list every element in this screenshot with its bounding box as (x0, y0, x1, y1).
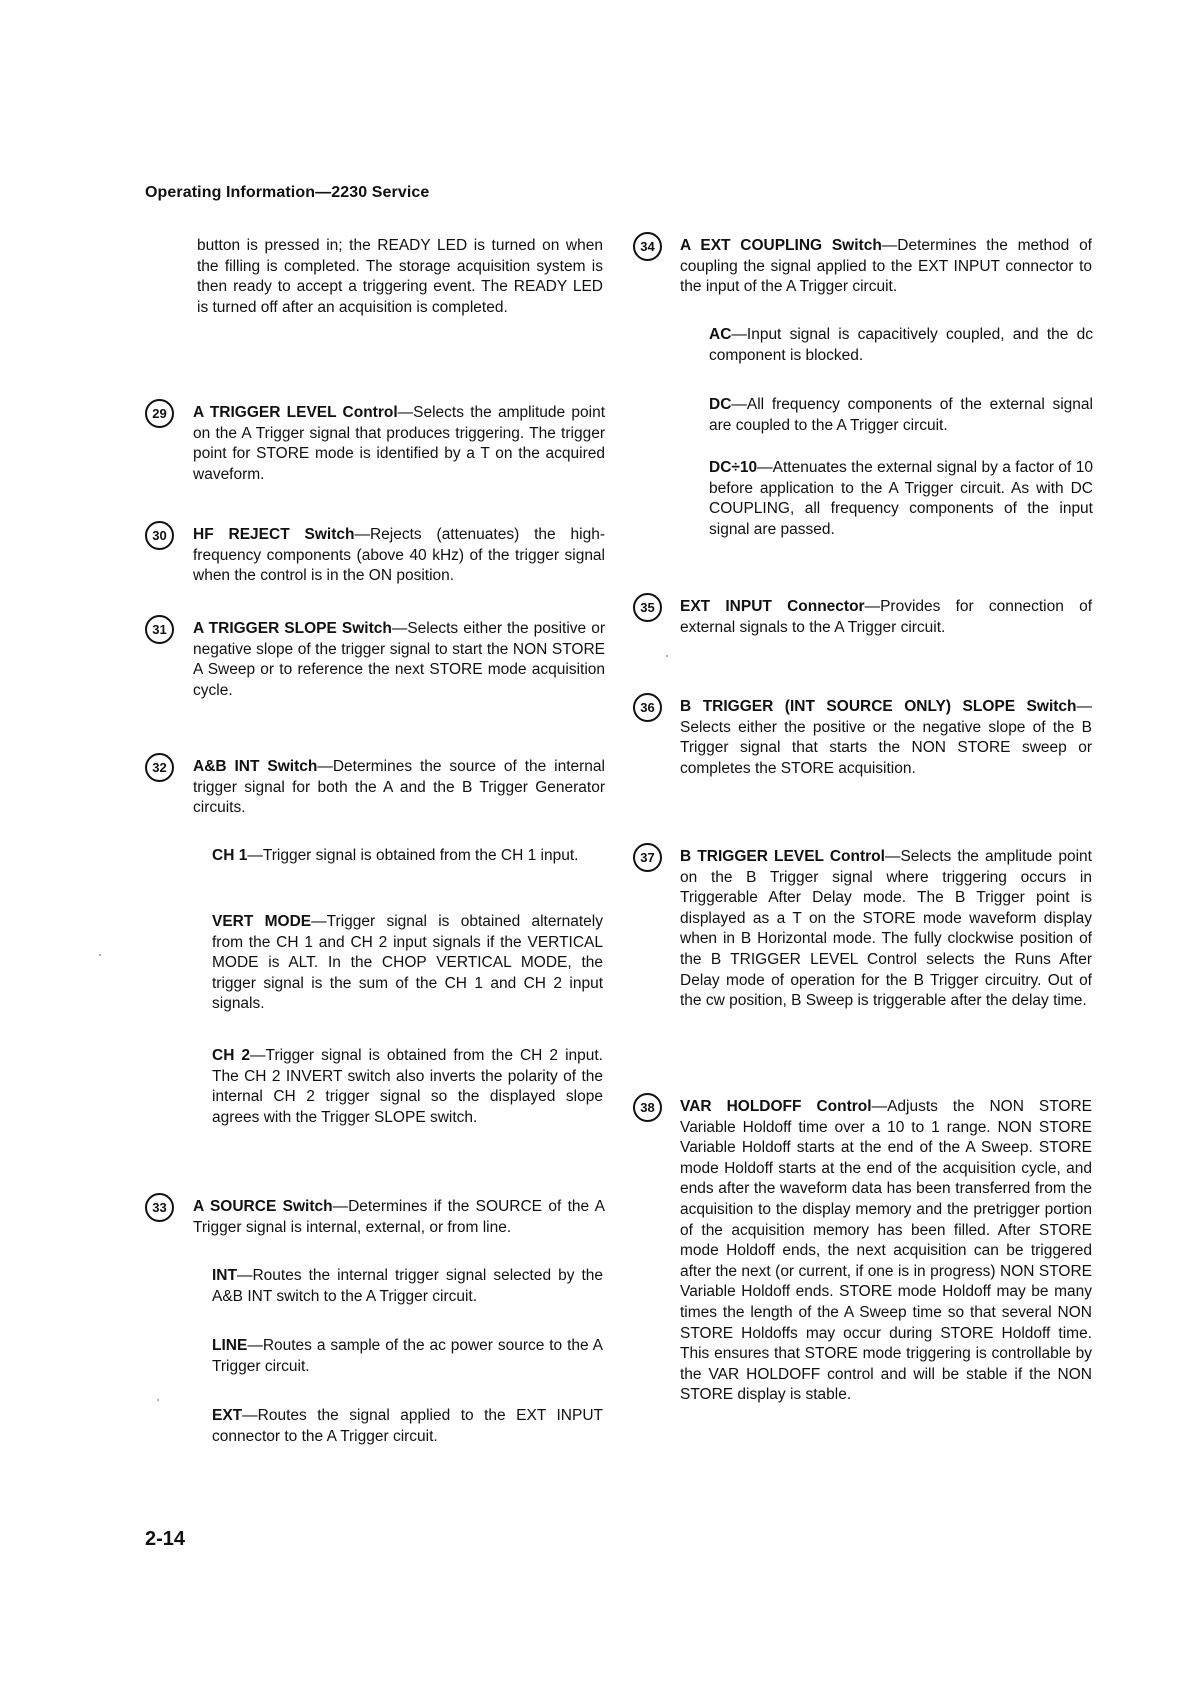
item-29-desc: —Selects the amplitude point on the A Trigger signal that produces triggering. The trigger point for STORE mode is identified by a T on the acquired waveform. (193, 404, 605, 483)
sub-dc-div10-desc: —Attenuates the external signal by a factor of 10 before application to the A Trigger circuit. As with DC COUPLING, all frequency components of the input signal are passed. (709, 459, 1093, 538)
item-37-text (680, 847, 1092, 1012)
item-number-badge: 29 (145, 399, 174, 428)
item-34-title: A EXT COUPLING Switch (680, 237, 882, 254)
item-35-title: EXT INPUT Connector (680, 598, 865, 615)
item-number-badge: 31 (145, 615, 174, 644)
sub-ch2 (212, 1046, 603, 1128)
item-31-desc: —Selects either the positive or negative slope of the trigger signal to start the NON STORE A Sweep or to reference the next STORE mode acquisition cycle. (193, 620, 605, 699)
sub-ch1-desc: —Trigger signal is obtained from the CH 1 input. (247, 847, 579, 864)
sub-dc-div10-title: DC÷10 (709, 459, 758, 476)
intro-paragraph: button is pressed in; the READY LED is turned on when the filling is completed. The storage acquisition system is then ready to accept a triggering event. The READY LED is turned off after an acquisition is completed. (197, 237, 603, 316)
item-38-text (680, 1097, 1092, 1406)
item-36-desc: —Selects either the positive or the negative slope of the B Trigger signal that starts the NON STORE sweep or completes the STORE acquisition. (680, 698, 1092, 777)
item-36-text (680, 697, 1092, 779)
sub-ext-title: EXT (212, 1407, 243, 1424)
item-number-badge: 38 (633, 1093, 662, 1122)
item-32-text (193, 757, 605, 819)
item-number-badge: 36 (633, 693, 662, 722)
item-number-badge: 30 (145, 521, 174, 550)
sub-ac-title: AC (709, 326, 732, 343)
sub-dc (709, 395, 1093, 436)
item-36-title: B TRIGGER (INT SOURCE ONLY) SLOPE Switch (680, 698, 1077, 715)
item-34-text (680, 236, 1092, 298)
item-33-title: A SOURCE Switch (193, 1198, 333, 1215)
item-37-title: B TRIGGER LEVEL Control (680, 848, 885, 865)
sub-ch2-desc: —Trigger signal is obtained from the CH 2 input. The CH 2 INVERT switch also inverts the polarity of the internal CH 2 trigger signal so the displayed slope agrees with the Trigger SLOPE switch. (212, 1047, 603, 1126)
sub-vert-mode-title: VERT MODE (212, 913, 312, 930)
item-number-badge: 33 (145, 1193, 174, 1222)
sub-ch2-title: CH 2 (212, 1047, 251, 1064)
sub-vert-mode (212, 912, 603, 1015)
sub-line-title: LINE (212, 1337, 248, 1354)
item-33-desc: —Determines if the SOURCE of the A Trigger signal is internal, external, or from line. (193, 1198, 606, 1236)
sub-ch1 (212, 846, 603, 867)
item-35-text (680, 597, 1092, 638)
item-32-desc: —Determines the source of the internal trigger signal for both the A and the B Trigger Generator circuits. (193, 758, 605, 817)
page-header: Operating Information—2230 Service (145, 184, 430, 201)
sub-ch1-title: CH 1 (212, 847, 248, 864)
sub-line (212, 1336, 603, 1377)
sub-ext-desc: —Routes the signal applied to the EXT INPUT connector to the A Trigger circuit. (212, 1407, 603, 1445)
item-number-badge: 35 (633, 593, 662, 622)
sub-line-desc: —Routes a sample of the ac power source to the A Trigger circuit. (212, 1337, 603, 1375)
item-30-desc: —Rejects (attenuates) the high-frequency components (above 40 kHz) of the trigger signal when the control is in the ON position. (193, 526, 605, 585)
sub-int-title: INT (212, 1267, 237, 1284)
item-31-text (193, 619, 605, 701)
item-number-badge: 34 (633, 232, 662, 261)
sub-ac-desc: —Input signal is capacitively coupled, and the dc component is blocked. (709, 326, 1093, 364)
sub-vert-mode-desc: —Trigger signal is obtained alternately from the CH 1 and CH 2 input signals if the VERTICAL MODE is ALT. In the CHOP VERTICAL MODE, the trigger signal is the sum of the CH 1 and CH 2 input signals. (212, 913, 603, 1013)
item-number-badge: 32 (145, 753, 174, 782)
item-31-title: A TRIGGER SLOPE Switch (193, 620, 392, 637)
item-30-title: HF REJECT Switch (193, 526, 355, 543)
item-33-text (193, 1197, 605, 1238)
scan-speck (99, 954, 101, 956)
sub-int-desc: —Routes the internal trigger signal selected by the A&B INT switch to the A Trigger circuit. (212, 1267, 603, 1305)
item-35-desc: —Provides for connection of external signals to the A Trigger circuit. (680, 598, 1092, 636)
item-34-desc: —Determines the method of coupling the signal applied to the EXT INPUT connector to the input of the A Trigger circuit. (680, 237, 1092, 296)
item-29-text (193, 403, 605, 485)
item-29-title: A TRIGGER LEVEL Control (193, 404, 398, 421)
sub-int (212, 1266, 603, 1307)
item-32-title: A&B INT Switch (193, 758, 318, 775)
page-number: 2-14 (145, 1528, 186, 1550)
scan-speck (157, 1399, 159, 1401)
item-38-desc: —Adjusts the NON STORE Variable Holdoff time over a 10 to 1 range. NON STORE Variable Holdoff starts at the end of the A Sweep. STORE mode Holdoff starts at the end of the acquisition cycle, and ends after the waveform data has been transferred from the acquisition to the display memory and the pretrigger portion of the acquisition memory has been filled. After STORE mode Holdoff ends, the next acquisition can be triggered after the next (or current, if one is in progress) NON STORE Variable Holdoff ends. STORE mode Holdoff may be many times the length of the A Sweep time so that several NON STORE Holdoffs may occur during STORE Holdoff time. This ensures that STORE mode triggering is controllable by the VAR HOLDOFF control and will be stable if the NON STORE display is stable. (680, 1098, 1092, 1404)
item-37-desc: —Selects the amplitude point on the B Trigger signal where triggering occurs in Triggerable After Delay mode. The B Trigger point is displayed as a T on the STORE mode waveform display when in B Horizontal mode. The fully clockwise position of the B TRIGGER LEVEL Control selects the Runs After Delay mode of operation for the B Trigger circuitry. Out of the cw position, B Sweep is triggerable after the delay time. (680, 848, 1092, 1010)
item-number-badge: 37 (633, 843, 662, 872)
scan-speck (666, 655, 668, 657)
sub-dc-desc: —All frequency components of the external signal are coupled to the A Trigger circuit. (709, 396, 1093, 434)
sub-dc-div10 (709, 458, 1093, 540)
sub-dc-title: DC (709, 396, 732, 413)
sub-ext (212, 1406, 603, 1447)
item-38-title: VAR HOLDOFF Control (680, 1098, 872, 1115)
sub-ac (709, 325, 1093, 366)
item-30-text (193, 525, 605, 587)
